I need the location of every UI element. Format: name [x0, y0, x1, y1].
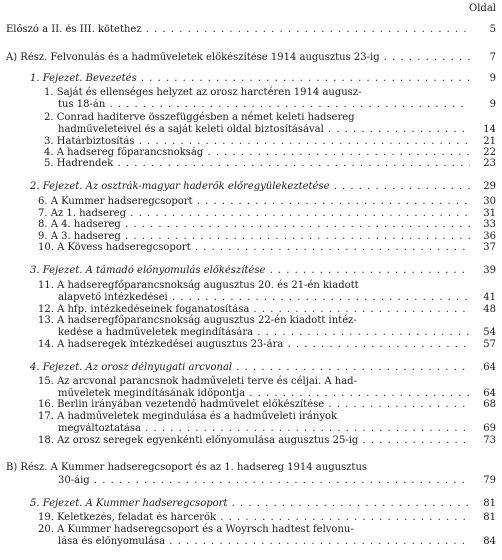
- entry-title-area: [38, 435, 470, 447]
- chapter-entry: [0, 265, 502, 277]
- entry-page-number: 68: [483, 399, 496, 410]
- entry-title: Előszó a II. és III. kötethez . . .: [6, 24, 470, 36]
- entry-title-area: [58, 292, 470, 304]
- entry-title-area: [58, 475, 470, 487]
- toc-entry: [0, 124, 502, 136]
- toc-entry: [0, 242, 502, 254]
- entry-title: kedése a hadműveletek megindítására . . .: [58, 327, 470, 339]
- entry-title-area: [38, 376, 470, 388]
- entry-title-area: [38, 512, 470, 524]
- chapter-entry: [0, 362, 502, 374]
- entry-title: műveletek megindításának időpontja . . .: [58, 388, 470, 400]
- entry-page-number: 22: [483, 147, 496, 158]
- entry-title: 2. Conrad haditerve összefüggésben a német keleti hadsereg: [44, 112, 355, 123]
- toc-entry: [0, 112, 502, 124]
- entry-title-area: [6, 52, 470, 64]
- entry-page-number: 29: [483, 181, 496, 192]
- entry-page-number: 69: [483, 423, 496, 434]
- toc-entry: [0, 339, 502, 351]
- toc-entry: [0, 280, 502, 292]
- entry-title: 13. A hadseregfőparancsnokság augusztus 22-én kiadott intéz-: [38, 315, 357, 326]
- entry-title: 12. A hfp. intézkedéseinek foganatosítása . . .: [38, 304, 470, 316]
- entry-title: 19. Keletkezés, feladat és harcerők . . .: [38, 512, 470, 524]
- entry-title: 2. Fejezet. Az osztrák-magyar haderők előregyülekeztetése . . .: [30, 181, 470, 193]
- entry-title: 4. A hadsereg főparancsnokság . . .: [44, 147, 470, 159]
- entry-title: A) Rész. Felvonulás és a hadműveletek előkészítése 1914 augusztus 23-ig . . .: [6, 52, 470, 64]
- entry-page-number: 81: [483, 498, 496, 509]
- toc-entry: [0, 99, 502, 111]
- entry-title: 20. A Kummer hadseregcsoport és a Woyrsch hadtest felvonu-: [38, 524, 354, 535]
- toc-entry: [0, 87, 502, 99]
- entry-page-number: 79: [483, 475, 496, 486]
- entry-title-area: [44, 112, 470, 124]
- entry-title: megváltoztatása . . .: [58, 423, 470, 435]
- entry-title-area: [38, 242, 470, 254]
- entry-title-area: [30, 362, 470, 374]
- entry-page-number: 64: [483, 388, 496, 399]
- toc-entry: [0, 462, 502, 474]
- entry-title: 5. Fejezet. A Kummer hadseregcsoport . . .: [30, 498, 470, 510]
- entry-title: alapvető intézkedései . . .: [58, 292, 470, 304]
- entry-page-number: 9: [489, 73, 496, 84]
- entry-title-area: [58, 423, 470, 435]
- entry-title-area: [58, 536, 470, 548]
- toc-entry: [0, 292, 502, 304]
- page-column-header: Oldal: [469, 3, 496, 14]
- entry-page-number: 84: [483, 536, 496, 547]
- entry-title: 4. Fejezet. Az orosz délnyugati arcvonal . . .: [30, 362, 470, 374]
- entry-title: 8. A 4. hadsereg . . .: [38, 219, 470, 231]
- entry-title: 6. A Kummer hadseregcsoport . . .: [38, 196, 470, 208]
- entry-page-number: 39: [483, 265, 496, 276]
- entry-title: 9. A 3. hadsereg . . .: [38, 231, 470, 243]
- toc-entry: [0, 536, 502, 548]
- toc-entry: [0, 512, 502, 524]
- entry-page-number: 30: [483, 196, 496, 207]
- entry-page-number: 41: [483, 292, 496, 303]
- entry-title: 3. Határbiztosítás . . .: [44, 136, 470, 148]
- toc-entry: [0, 315, 502, 327]
- entry-page-number: 9: [489, 99, 496, 110]
- entry-title-area: [38, 399, 470, 411]
- entry-title: 16. Berlin irányában vezetendő hadművelet előkészítése . . .: [38, 399, 470, 411]
- entry-title-area: [38, 339, 470, 351]
- entry-page-number: 37: [483, 242, 496, 253]
- entry-page-number: 5: [489, 24, 496, 35]
- entry-page-number: 33: [483, 219, 496, 230]
- entry-title-area: [58, 124, 470, 136]
- entry-page-number: 31: [483, 208, 496, 219]
- entry-title: 30-áig . . .: [58, 475, 470, 487]
- entry-page-number: 14: [483, 124, 496, 135]
- entry-title: 7. Az 1. hadsereg . . .: [38, 208, 470, 220]
- chapter-entry: [0, 181, 502, 193]
- entry-title: 1. Saját és ellenséges helyzet az orosz harctéren 1914 augusz-: [44, 87, 362, 98]
- toc-entry: [0, 196, 502, 208]
- entry-title: B) Rész. A Kummer hadseregcsoport és az 1. hadsereg 1914 augusztus: [6, 462, 368, 473]
- entry-title: 17. A hadműveletek megindulása és a hadműveleti irányok: [38, 411, 338, 422]
- toc-entry: [0, 411, 502, 423]
- entry-title-area: [6, 462, 470, 474]
- entry-title-area: [38, 315, 470, 327]
- toc-entry: [0, 52, 502, 64]
- toc-entry: [0, 327, 502, 339]
- entry-title-area: [38, 219, 470, 231]
- toc-entry: [0, 475, 502, 487]
- entry-title-area: [6, 24, 470, 36]
- entry-page-number: 54: [483, 327, 496, 338]
- entry-page-number: 57: [483, 339, 496, 350]
- entry-title: 1. Fejezet. Bevezetés . . .: [30, 73, 470, 85]
- toc-entry: [0, 24, 502, 36]
- entry-title-area: [38, 280, 470, 292]
- toc-entry: [0, 376, 502, 388]
- entry-title-area: [38, 196, 470, 208]
- entry-title-area: [44, 158, 470, 170]
- entry-title-area: [30, 498, 470, 510]
- entry-title-area: [30, 265, 470, 277]
- entry-title: 10. A Kövess hadseregcsoport . . .: [38, 242, 470, 254]
- entry-title: 18. Az orosz seregek egyenkénti előnyomulása augusztus 25-ig . . .: [38, 435, 470, 447]
- entry-page-number: 64: [483, 362, 496, 373]
- entry-title-area: [38, 524, 470, 536]
- entry-title-area: [38, 411, 470, 423]
- entry-title: tus 18-án . . .: [58, 99, 470, 111]
- chapter-entry: [0, 498, 502, 510]
- entry-title-area: [44, 87, 470, 99]
- entry-title-area: [30, 73, 470, 85]
- entry-title-area: [58, 99, 470, 111]
- entry-title: hadműveleteivel és a saját keleti oldal biztosításával . . .: [58, 124, 470, 136]
- toc-entry: [0, 524, 502, 536]
- toc-entry: [0, 158, 502, 170]
- entry-page-number: 21: [483, 136, 496, 147]
- entry-title: 5. Hadrendek . . .: [44, 158, 470, 170]
- entry-title-area: [30, 181, 470, 193]
- toc-entry: [0, 423, 502, 435]
- entry-page-number: 23: [483, 158, 496, 169]
- entry-title: 11. A hadseregfőparancsnokság augusztus 20. és 21-én kiadott: [38, 280, 359, 291]
- entry-page-number: 48: [483, 304, 496, 315]
- entry-title: 3. Fejezet. A támadó előnyomulás előkészítése . . .: [30, 265, 470, 277]
- entry-title-area: [58, 327, 470, 339]
- entry-page-number: 81: [483, 512, 496, 523]
- toc-entry: [0, 399, 502, 411]
- entry-title: lása és előnyomulása . . .: [58, 536, 470, 548]
- chapter-entry: [0, 73, 502, 85]
- entry-page-number: 73: [483, 435, 496, 446]
- entry-page-number: 7: [489, 52, 496, 63]
- entry-page-number: 36: [483, 231, 496, 242]
- toc-entry: [0, 435, 502, 447]
- toc-entry: [0, 219, 502, 231]
- entry-title: 15. Az arcvonal parancsnok hadműveleti terve és céljai. A had-: [38, 376, 357, 387]
- entry-title: 14. A hadseregek intézkedései augusztus 23-ára . . .: [38, 339, 470, 351]
